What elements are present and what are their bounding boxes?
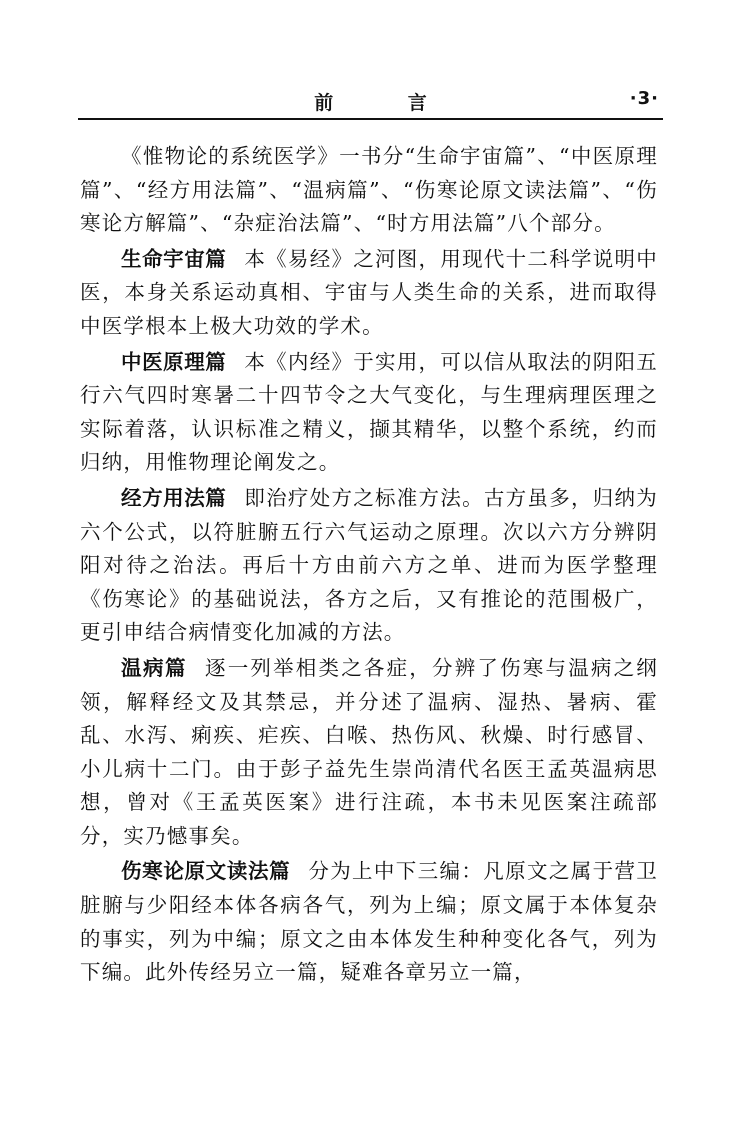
section-paragraph-classic-formulas: [80, 482, 658, 650]
section-title: 伤寒论原文读法篇: [121, 859, 291, 884]
paragraph-text: 逐一列举相类之各症，分辨了伤寒与温病之纲领，解释经文及其禁忌，并分述了温病、湿热、暑病、霍乱、水泻、痢疾、疟疾、白喉、热伤风、秋燥、时行感冒、小儿病十二门。由于彭子益先生崇尚清代名医王孟英温病思想，曾对《王孟英医案》进行注疏，本书未见医案注疏部分，实乃憾事矣。: [80, 655, 658, 848]
paragraph-text: 本《易经》之河图，用现代十二科学说明中医，本身关系运动真相、宇宙与人类生命的关系，进而取得中医学根本上极大功效的学术。: [80, 246, 658, 338]
section-title: 经方用法篇: [121, 485, 227, 510]
paragraph-text: 即治疗处方之标准方法。古方虽多，归纳为六个公式，以符脏腑五行六气运动之原理。次以六方分辨阴阳对待之治法。再后十方由前六方之单、进而为医学整理《伤寒论》的基础说法，各方之后，又有推论的范围极广，更引申结合病情变化加减的方法。: [80, 485, 658, 645]
section-paragraph-shanghan-reading: [80, 855, 658, 989]
running-header: [78, 82, 663, 116]
body-text: [80, 140, 658, 990]
paragraph-text: 本《内经》于实用，可以信从取法的阴阳五行六气四时寒暑二十四节令之大气变化，与生理病理医理之实际着落，认识标准之精义，撷其精华，以整个系统，约而归纳，用惟物理论阐发之。: [80, 349, 658, 475]
section-title: 生命宇宙篇: [121, 246, 227, 271]
section-paragraph-warm-disease: [80, 652, 658, 854]
section-paragraph-tcm-principles: [80, 346, 658, 480]
paragraph-text: 《惟物论的系统医学》一书分“生命宇宙篇”、“中医原理篇”、“经方用法篇”、“温病篇”、“伤寒论原文读法篇”、“伤寒论方解篇”、“杂症治法篇”、“时方用法篇”八个部分。: [80, 144, 658, 236]
header-rule: [78, 118, 663, 120]
page-number: ·3·: [629, 88, 659, 109]
paragraph-text: 分为上中下三编：凡原文之属于营卫脏腑与少阳经本体各病各气，列为上编；原文属于本体复杂的事实，列为中编；原文之由本体发生种种变化各气，列为下编。此外传经另立一篇，疑难各章另立一篇，: [80, 859, 659, 985]
section-title: 中医原理篇: [121, 349, 227, 374]
section-title: 温病篇: [121, 655, 187, 680]
section-paragraph-life-universe: [80, 243, 658, 344]
intro-paragraph: [80, 140, 658, 241]
chapter-title: 前 言: [314, 92, 461, 114]
